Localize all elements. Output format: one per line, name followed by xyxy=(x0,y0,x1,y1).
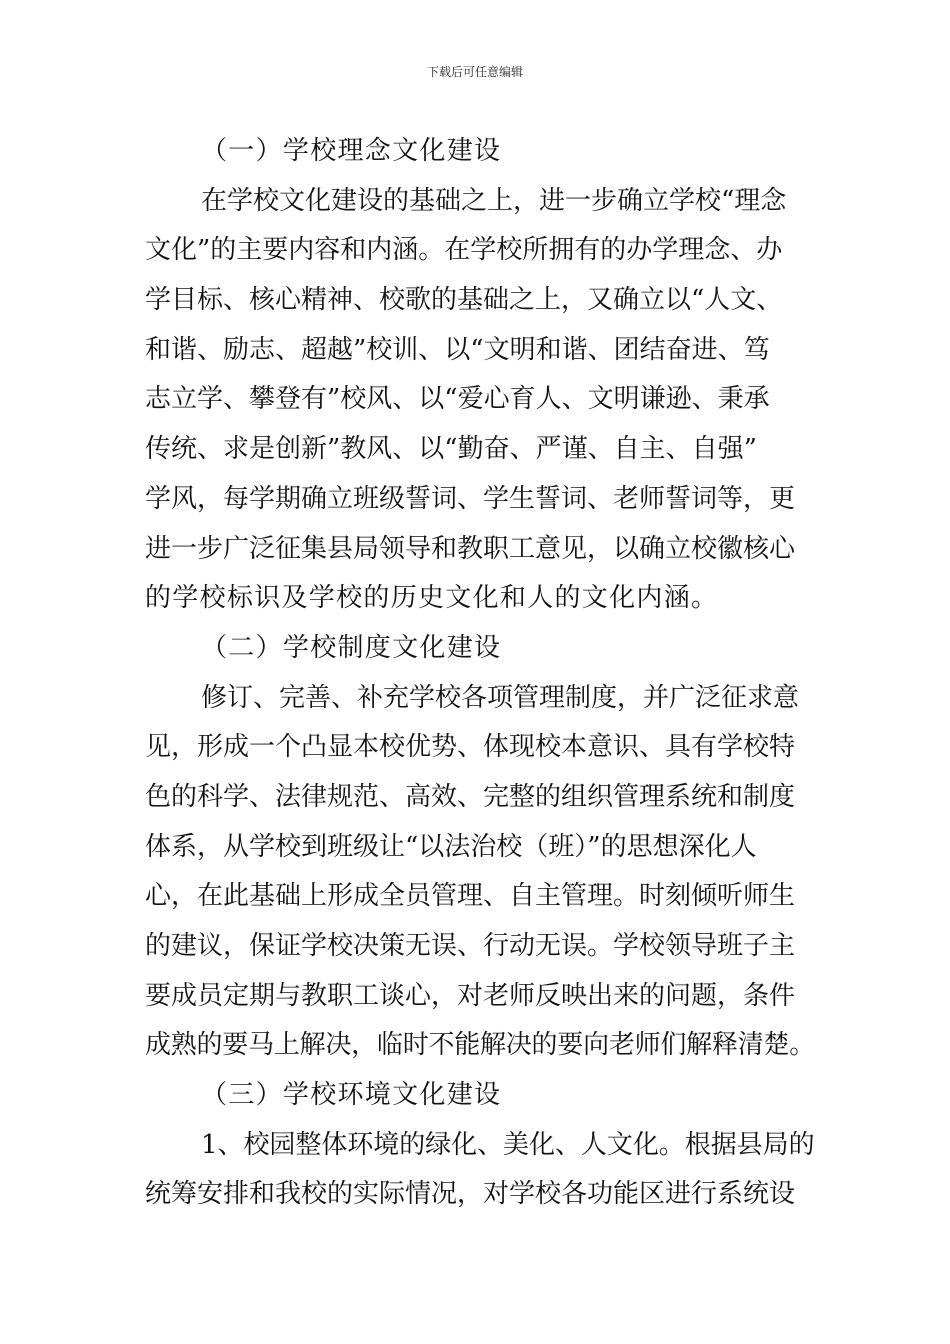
text-line: 见，形成一个凸显本校优势、体现校本意识、具有学校特 xyxy=(145,732,796,763)
text-line: 志立学、攀登有”校风、以“爱心育人、文明谦逊、秉承 xyxy=(145,384,770,415)
text-line: 在学校文化建设的基础之上，进一步确立学校“理念 xyxy=(201,185,787,216)
text-line: 的建议，保证学校决策无误、行动无误。学校领导班子主 xyxy=(145,931,796,961)
text-line: 体系，从学校到班级让“以法治校（班）”的思想深化人 xyxy=(145,831,757,862)
text-line: 要成员定期与教职工谈心，对老师反映出来的问题，条件 xyxy=(145,980,796,1011)
text-line: 和谐、励志、超越”校训、以“文明和谐、团结奋进、笃 xyxy=(145,334,770,365)
text-line: 传统、求是创新”教风、以“勤奋、严谨、自主、自强” xyxy=(145,434,757,465)
page-header-note: 下载后可任意编辑 xyxy=(426,65,523,79)
text-line: 修订、完善、补充学校各项管理制度，并广泛征求意 xyxy=(201,682,800,713)
text-line: 1、校园整体环境的绿化、美化、人文化。根据县局的 xyxy=(201,1129,815,1160)
text-line: 学目标、核心精神、校歌的基础之上，又确立以“人文、 xyxy=(145,285,783,316)
text-line: 成熟的要马上解决，临时不能解决的要向老师们解释清楚。 xyxy=(145,1030,816,1061)
text-line: 进一步广泛征集县局领导和教职工意见，以确立校徽核心 xyxy=(145,533,796,564)
text-line: 的学校标识及学校的历史文化和人的文化内涵。 xyxy=(145,583,719,614)
section-heading: （二）学校制度文化建设 xyxy=(201,632,502,663)
section-heading: （三）学校环境文化建设 xyxy=(201,1080,502,1111)
text-line: 统筹安排和我校的实际情况，对学校各功能区进行系统设 xyxy=(145,1179,796,1210)
section-heading: （一）学校理念文化建设 xyxy=(201,136,502,166)
document-body xyxy=(145,127,815,1220)
text-line: 文化”的主要内容和内涵。在学校所拥有的办学理念、办 xyxy=(145,235,783,266)
text-line: 心，在此基础上形成全员管理、自主管理。时刻倾听师生 xyxy=(145,881,796,912)
text-line: 学风，每学期确立班级誓词、学生誓词、老师誓词等，更 xyxy=(145,483,796,514)
text-line: 色的科学、法律规范、高效、完整的组织管理系统和制度 xyxy=(145,781,796,812)
